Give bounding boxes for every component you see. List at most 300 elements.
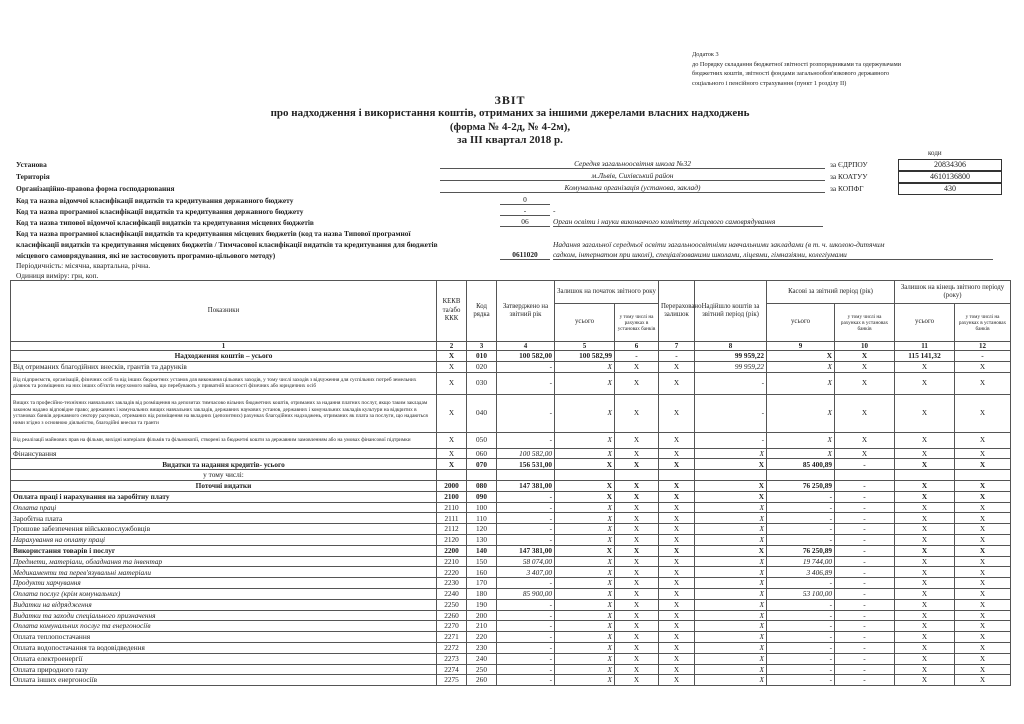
column-number: 11 <box>895 342 955 351</box>
dept-label: Код та назва відомчої класифікації видатків та кредитування державного бюджету <box>16 196 294 205</box>
value-cell: Х <box>955 610 1011 621</box>
value-cell: 130 <box>467 534 497 545</box>
indicator-name-cell: Оплата праці і нарахування на заробітну плату <box>11 491 437 502</box>
table-row <box>11 588 1011 599</box>
value-cell: Х <box>659 621 695 632</box>
value-cell: 2271 <box>437 632 467 643</box>
value-cell: 030 <box>467 372 497 394</box>
value-cell: Х <box>659 675 695 686</box>
table-row <box>11 361 1011 372</box>
value-cell: Х <box>615 599 659 610</box>
value-cell: - <box>767 642 835 653</box>
value-cell: - <box>497 578 555 589</box>
value-cell: 100 582,00 <box>497 351 555 362</box>
value-cell: Х <box>955 599 1011 610</box>
value-cell: 99 959,22 <box>695 361 767 372</box>
value-cell: 250 <box>467 664 497 675</box>
table-row <box>11 621 1011 632</box>
value-cell: - <box>497 632 555 643</box>
table-row <box>11 664 1011 675</box>
value-cell: Х <box>555 432 615 448</box>
value-cell: Х <box>895 502 955 513</box>
indicator-name-cell: Оплата електроенергії <box>11 653 437 664</box>
table-row <box>11 502 1011 513</box>
value-cell: Х <box>555 653 615 664</box>
value-cell: - <box>497 621 555 632</box>
value-cell: - <box>767 578 835 589</box>
table-row <box>11 432 1011 448</box>
indicator-name-cell: Видатки та надання кредитів- усього <box>11 459 437 470</box>
table-row <box>11 372 1011 394</box>
value-cell: Х <box>555 664 615 675</box>
value-cell: Х <box>955 513 1011 524</box>
table-row <box>11 534 1011 545</box>
value-cell: Х <box>695 599 767 610</box>
value-cell: Х <box>695 513 767 524</box>
value-cell: Х <box>955 675 1011 686</box>
value-cell: Х <box>555 642 615 653</box>
value-cell: Х <box>615 621 659 632</box>
indicator-name-cell: Оплата водопостачання та водовідведення <box>11 642 437 653</box>
value-cell: Х <box>555 491 615 502</box>
value-cell: Х <box>695 588 767 599</box>
value-cell: Х <box>555 524 615 535</box>
value-cell: - <box>497 394 555 432</box>
col-header-cash-in-accounts: у тому числі на рахунках в установах банків <box>835 304 895 342</box>
value-cell: Х <box>955 588 1011 599</box>
value-cell: Х <box>955 545 1011 556</box>
edrpou-code: 20834306 <box>898 159 1002 171</box>
territory-label: Територія <box>16 172 50 181</box>
column-number: 4 <box>497 342 555 351</box>
value-cell: - <box>835 664 895 675</box>
column-number: 5 <box>555 342 615 351</box>
value-cell: - <box>767 653 835 664</box>
value-cell: 76 250,89 <box>767 545 835 556</box>
value-cell: Х <box>615 524 659 535</box>
value-cell: Х <box>955 567 1011 578</box>
value-cell: Х <box>615 588 659 599</box>
value-cell: Х <box>895 372 955 394</box>
table-row <box>11 351 1011 362</box>
annex-line: бюджетних коштів, звітності фондами загальнообов'язкового державного <box>692 70 890 78</box>
value-cell: Х <box>555 459 615 470</box>
value-cell: Х <box>835 394 895 432</box>
col-header-end-total: усього <box>895 304 955 342</box>
value-cell: Х <box>895 459 955 470</box>
value-cell: Х <box>615 578 659 589</box>
col-header-end-balance: Залишок на кінець звітного періоду (року) <box>895 281 1011 304</box>
value-cell: 010 <box>467 351 497 362</box>
value-cell: Х <box>695 524 767 535</box>
typical-code: 06 <box>500 217 550 227</box>
value-cell: 060 <box>467 448 497 459</box>
column-number: 12 <box>955 342 1011 351</box>
value-cell: Х <box>615 664 659 675</box>
table-row <box>11 675 1011 686</box>
value-cell: Х <box>955 524 1011 535</box>
prog-label: Код та назва програмної класифікації видатків та кредитування державного бюджету <box>16 207 304 216</box>
value-cell: Х <box>615 432 659 448</box>
value-cell: Х <box>615 632 659 643</box>
value-cell: Х <box>659 361 695 372</box>
value-cell: Х <box>895 361 955 372</box>
indicator-name-cell: Видатки та заходи спеціального призначення <box>11 610 437 621</box>
value-cell: 2230 <box>437 578 467 589</box>
value-cell: - <box>835 459 895 470</box>
value-cell: 070 <box>467 459 497 470</box>
title-line2: (форма № 4-2д, № 4-2м), <box>449 120 571 133</box>
value-cell: Х <box>659 567 695 578</box>
value-cell: - <box>497 502 555 513</box>
value-cell: - <box>767 524 835 535</box>
value-cell: Х <box>615 480 659 491</box>
local-label-line2: класифікації видатків та кредитування місцевих бюджетів / Тимчасової класифікації видатків та кредитування для бюджетів <box>16 240 438 249</box>
value-cell: Х <box>895 675 955 686</box>
value-cell: Х <box>695 610 767 621</box>
value-cell: Х <box>895 610 955 621</box>
value-cell: Х <box>659 588 695 599</box>
value-cell: 180 <box>467 588 497 599</box>
value-cell: Х <box>895 621 955 632</box>
value-cell: - <box>767 599 835 610</box>
annex-line: до Порядку складання бюджетної звітності розпорядниками та одержувачами <box>692 60 902 68</box>
indicator-name-cell: Оплата праці <box>11 502 437 513</box>
value-cell: Х <box>695 567 767 578</box>
value-cell: - <box>835 534 895 545</box>
value-cell: Х <box>555 372 615 394</box>
value-cell <box>497 470 555 481</box>
value-cell: Х <box>895 513 955 524</box>
value-cell: Х <box>895 545 955 556</box>
value-cell: Х <box>555 632 615 643</box>
value-cell: 147 381,00 <box>497 545 555 556</box>
value-cell: Х <box>767 432 835 448</box>
value-cell: Х <box>895 642 955 653</box>
value-cell: 120 <box>467 524 497 535</box>
value-cell: - <box>835 567 895 578</box>
value-cell: Х <box>615 491 659 502</box>
value-cell: 2275 <box>437 675 467 686</box>
title-main: ЗВІТ <box>494 93 526 107</box>
value-cell: 240 <box>467 653 497 664</box>
value-cell: - <box>615 351 659 362</box>
indicator-name-cell: Від реалізації майнових прав на фільми, вихідні матеріали фільмів та фільмокопії, створені за бюджетні кошти за державним замовленням або на умовах фінансової підтримки <box>11 432 437 448</box>
value-cell: 160 <box>467 567 497 578</box>
codes-label: коди <box>928 149 942 157</box>
typical-label: Код та назва типової відомчої класифікації видатків та кредитування місцевих бюджетів <box>16 218 314 227</box>
value-cell: Х <box>659 534 695 545</box>
indicator-name-cell: Грошове забезпечення військовослужбовців <box>11 524 437 535</box>
value-cell <box>467 470 497 481</box>
value-cell: 2210 <box>437 556 467 567</box>
table-row <box>11 524 1011 535</box>
value-cell: 85 900,00 <box>497 588 555 599</box>
indicator-name-cell: Використання товарів і послуг <box>11 545 437 556</box>
value-cell: 2220 <box>437 567 467 578</box>
value-cell: 2260 <box>437 610 467 621</box>
value-cell: Х <box>437 372 467 394</box>
value-cell: Х <box>695 459 767 470</box>
value-cell: Х <box>895 578 955 589</box>
table-row <box>11 513 1011 524</box>
column-number: 1 <box>11 342 437 351</box>
indicator-name-cell: Видатки на відрядження <box>11 599 437 610</box>
edrpou-label: за ЄДРПОУ <box>830 160 868 169</box>
value-cell: - <box>767 513 835 524</box>
value-cell: Х <box>437 459 467 470</box>
col-header-start-balance: Залишок на початок звітного року <box>555 281 659 304</box>
value-cell: 19 744,00 <box>767 556 835 567</box>
value-cell: 2111 <box>437 513 467 524</box>
value-cell: 2270 <box>437 621 467 632</box>
title-line1: про надходження і використання коштів, отриманих за іншими джерелами власних надходжень <box>270 107 750 119</box>
value-cell: Х <box>767 372 835 394</box>
value-cell: Х <box>437 361 467 372</box>
local-name-line2: садком, інтернатом при школі), спеціалізованими школами, ліцеями, гімназіями, колегіумами <box>553 250 993 260</box>
value-cell: - <box>835 675 895 686</box>
koatuu-code: 4610136800 <box>898 171 1002 183</box>
value-cell: Х <box>555 621 615 632</box>
institution-label: Установа <box>16 160 47 169</box>
value-cell: - <box>767 534 835 545</box>
value-cell: - <box>835 610 895 621</box>
value-cell: 3 406,89 <box>767 567 835 578</box>
value-cell: 100 582,00 <box>497 448 555 459</box>
value-cell: - <box>497 642 555 653</box>
value-cell: Х <box>695 448 767 459</box>
legal-form-value: Комунальна організація (установа, заклад) <box>440 183 825 193</box>
value-cell: Х <box>659 394 695 432</box>
unit: Одиниця виміру: грн, коп. <box>16 271 99 280</box>
value-cell: - <box>767 502 835 513</box>
koatuu-label: за КОАТУУ <box>830 172 868 181</box>
value-cell: Х <box>615 372 659 394</box>
value-cell: 2272 <box>437 642 467 653</box>
value-cell: 53 100,00 <box>767 588 835 599</box>
value-cell: - <box>835 513 895 524</box>
table-row <box>11 653 1011 664</box>
column-number: 10 <box>835 342 895 351</box>
value-cell: 2250 <box>437 599 467 610</box>
value-cell: Х <box>659 459 695 470</box>
col-header-transferred: Перераховано залишок <box>659 281 695 342</box>
prog-name: - <box>553 206 556 215</box>
value-cell: 2273 <box>437 653 467 664</box>
value-cell: - <box>659 351 695 362</box>
value-cell: - <box>835 545 895 556</box>
value-cell: Х <box>895 588 955 599</box>
table-row <box>11 545 1011 556</box>
value-cell: Х <box>895 394 955 432</box>
value-cell: Х <box>955 394 1011 432</box>
value-cell: 140 <box>467 545 497 556</box>
value-cell: - <box>767 675 835 686</box>
value-cell: Х <box>615 459 659 470</box>
col-header-cash-total: усього <box>767 304 835 342</box>
value-cell: Х <box>659 664 695 675</box>
value-cell: Х <box>659 545 695 556</box>
value-cell: Х <box>615 567 659 578</box>
value-cell: 2110 <box>437 502 467 513</box>
value-cell: - <box>695 432 767 448</box>
value-cell: Х <box>895 599 955 610</box>
legal-form-label: Організаційно-правова форма господарювання <box>16 184 175 193</box>
value-cell: Х <box>659 653 695 664</box>
local-name-line1: Надання загальної середньої освіти загальноосвітніми навчальними закладами (в т. ч. школою-дитячим <box>553 240 885 249</box>
value-cell: Х <box>659 610 695 621</box>
value-cell: Х <box>437 432 467 448</box>
value-cell: Х <box>895 653 955 664</box>
value-cell: 58 074,00 <box>497 556 555 567</box>
periodicity: Періодичність: місячна, квартальна, річна. <box>16 261 151 270</box>
value-cell: Х <box>615 642 659 653</box>
value-cell: Х <box>895 480 955 491</box>
table-row <box>11 599 1011 610</box>
value-cell <box>659 470 695 481</box>
table-row <box>11 480 1011 491</box>
value-cell: Х <box>695 534 767 545</box>
value-cell: Х <box>555 567 615 578</box>
value-cell: 230 <box>467 642 497 653</box>
value-cell: - <box>497 675 555 686</box>
value-cell: - <box>497 599 555 610</box>
report-title <box>180 94 840 148</box>
col-header-end-in-accounts: у тому числі на рахунках в установах банків <box>955 304 1011 342</box>
table-row <box>11 470 1011 481</box>
value-cell: Х <box>895 432 955 448</box>
dept-code: 0 <box>500 195 550 205</box>
col-header-start-total: усього <box>555 304 615 342</box>
value-cell: Х <box>555 361 615 372</box>
value-cell: Х <box>555 502 615 513</box>
value-cell: 2200 <box>437 545 467 556</box>
value-cell: - <box>767 621 835 632</box>
value-cell: Х <box>555 610 615 621</box>
value-cell: Х <box>895 556 955 567</box>
table-row <box>11 610 1011 621</box>
value-cell: Х <box>659 524 695 535</box>
value-cell: Х <box>659 432 695 448</box>
value-cell: 2100 <box>437 491 467 502</box>
value-cell: Х <box>615 675 659 686</box>
value-cell: 85 400,89 <box>767 459 835 470</box>
indicator-name-cell: Фінансування <box>11 448 437 459</box>
table-row <box>11 632 1011 643</box>
table-row <box>11 459 1011 470</box>
column-number: 6 <box>615 342 659 351</box>
value-cell: Х <box>659 578 695 589</box>
value-cell: Х <box>955 653 1011 664</box>
value-cell: Х <box>659 372 695 394</box>
indicator-name-cell: Медикаменти та перев'язувальні матеріали <box>11 567 437 578</box>
value-cell: Х <box>659 448 695 459</box>
value-cell: 190 <box>467 599 497 610</box>
value-cell: Х <box>955 556 1011 567</box>
value-cell: Х <box>835 432 895 448</box>
territory-value: м.Львів, Сихівський район <box>440 171 825 181</box>
value-cell: Х <box>955 621 1011 632</box>
value-cell: - <box>835 480 895 491</box>
value-cell: Х <box>835 448 895 459</box>
value-cell: Х <box>555 588 615 599</box>
value-cell: 110 <box>467 513 497 524</box>
value-cell: Х <box>695 675 767 686</box>
value-cell: Х <box>955 459 1011 470</box>
col-header-start-in-accounts: у тому числі на рахунках в установах банків <box>615 304 659 342</box>
prog-code: - <box>500 206 550 216</box>
value-cell <box>895 470 955 481</box>
value-cell: Х <box>615 545 659 556</box>
local-label-line1: Код та назва програмної класифікації видатків та кредитування місцевих бюджетів (код та назва Типової програмної <box>16 229 411 238</box>
value-cell: Х <box>615 610 659 621</box>
value-cell: Х <box>555 578 615 589</box>
column-number: 7 <box>659 342 695 351</box>
value-cell: Х <box>695 502 767 513</box>
table-row <box>11 448 1011 459</box>
value-cell: Х <box>955 534 1011 545</box>
value-cell: 210 <box>467 621 497 632</box>
indicator-name-cell: Оплата послуг (крім комунальних) <box>11 588 437 599</box>
value-cell: Х <box>895 491 955 502</box>
value-cell: - <box>955 351 1011 362</box>
value-cell: - <box>497 534 555 545</box>
value-cell: Х <box>895 448 955 459</box>
value-cell: Х <box>955 491 1011 502</box>
title-line3: за III квартал 2018 р. <box>457 134 563 146</box>
indicator-name-cell: Заробітна плата <box>11 513 437 524</box>
value-cell: Х <box>895 534 955 545</box>
indicator-name-cell: Від отриманих благодійних внесків, грантів та дарунків <box>11 361 437 372</box>
value-cell: 170 <box>467 578 497 589</box>
value-cell: - <box>835 588 895 599</box>
value-cell: Х <box>437 448 467 459</box>
value-cell: Х <box>555 545 615 556</box>
value-cell: - <box>835 642 895 653</box>
value-cell: Х <box>835 372 895 394</box>
value-cell: Х <box>659 480 695 491</box>
value-cell: - <box>835 599 895 610</box>
value-cell: - <box>497 513 555 524</box>
table-row <box>11 567 1011 578</box>
indicator-name-cell: Оплата природного газу <box>11 664 437 675</box>
indicator-name-cell: Продукти харчування <box>11 578 437 589</box>
value-cell: - <box>835 502 895 513</box>
value-cell: Х <box>555 480 615 491</box>
column-number: 9 <box>767 342 835 351</box>
value-cell: Х <box>615 394 659 432</box>
value-cell: Х <box>955 480 1011 491</box>
value-cell: Х <box>437 394 467 432</box>
value-cell: Х <box>955 664 1011 675</box>
value-cell: - <box>767 610 835 621</box>
value-cell: 220 <box>467 632 497 643</box>
indicator-name-cell: у тому числі: <box>11 470 437 481</box>
value-cell: - <box>835 621 895 632</box>
value-cell: 080 <box>467 480 497 491</box>
value-cell: 2120 <box>437 534 467 545</box>
value-cell: Х <box>555 394 615 432</box>
value-cell: Х <box>695 491 767 502</box>
value-cell: Х <box>695 578 767 589</box>
value-cell <box>615 470 659 481</box>
value-cell: Х <box>895 567 955 578</box>
value-cell: Х <box>695 621 767 632</box>
table-row <box>11 642 1011 653</box>
value-cell <box>555 470 615 481</box>
value-cell: Х <box>555 513 615 524</box>
value-cell: - <box>835 578 895 589</box>
